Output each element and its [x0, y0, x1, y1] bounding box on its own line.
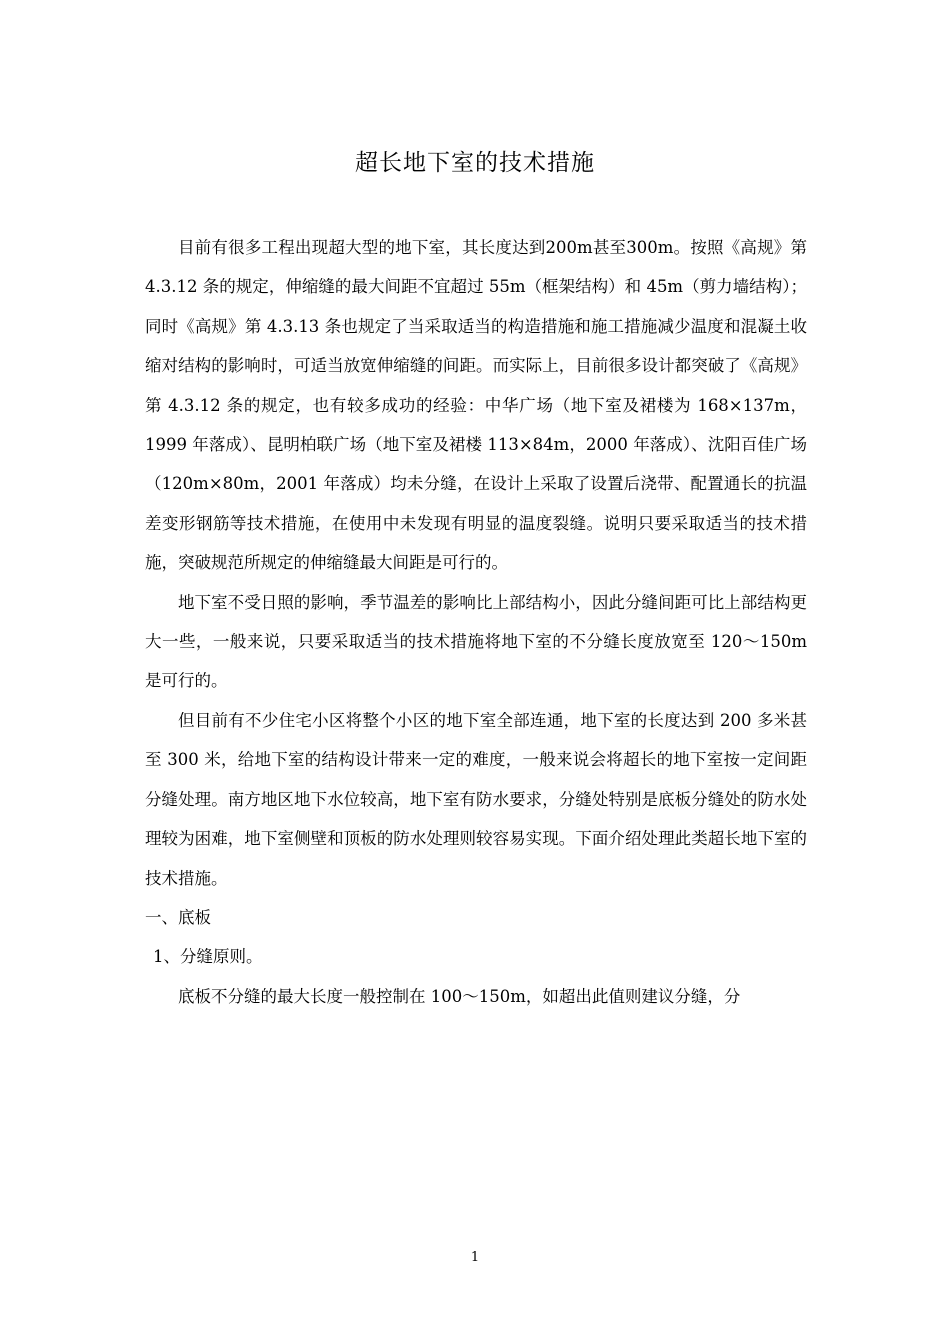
paragraph-1: 目前有很多工程出现超大型的地下室，其长度达到200m甚至300m。按照《高规》第 4.3.12 条的规定，伸缩缝的最大间距不宜超过 55m（框架结构）和 45m（剪力墙结构）；同时《高规》第 4.3.13 条也规定了当采取适当的构造措施和施工措施减少温度和混凝土收缩对结构的影响时，可适当放宽伸缩缝的间距。而实际上，目前很多设计都突破了《高规》第 4.3.12 条的规定，也有较多成功的经验：中华广场（地下室及裙楼为 168×137m，1999 年落成）、昆明柏联广场（地下室及裙楼 113×84m，2000 年落成）、沈阳百佳广场（120m×80m，2001 年落成）均未分缝，在设计上采取了设置后浇带、配置通长的抗温差变形钢筋等技术措施，在使用中未发现有明显的温度裂缝。说明只要采取适当的技术措施，突破规范所规定的伸缩缝最大间距是可行的。 [145, 238, 807, 573]
section-heading: 一、底板 [145, 907, 211, 927]
page-number: 1 [470, 1250, 480, 1265]
paragraph-4: 底板不分缝的最大长度一般控制在 100～150m，如超出此值则建议分缝，分 [178, 986, 741, 1006]
paragraph-3: 但目前有不少住宅小区将整个小区的地下室全部连通，地下室的长度达到 200 多米甚至 300 米，给地下室的结构设计带来一定的难度，一般来说会将超长的地下室按一定间距分缝处理。南方地区地下水位较高，地下室有防水要求，分缝处特别是底板分缝处的防水处理较为困难，地下室侧壁和顶板的防水处理则较容易实现。下面介绍处理此类超长地下室的技术措施。 [145, 710, 807, 888]
subsection-heading: 1、分缝原则。 [153, 947, 263, 967]
paragraph-2: 地下室不受日照的影响，季节温差的影响比上部结构小，因此分缝间距可比上部结构更大一些，一般来说，只要采取适当的技术措施将地下室的不分缝长度放宽至 120～150m 是可行的。 [145, 592, 807, 691]
document-title: 超长地下室的技术措施 [355, 150, 595, 176]
document-body [145, 228, 807, 1016]
